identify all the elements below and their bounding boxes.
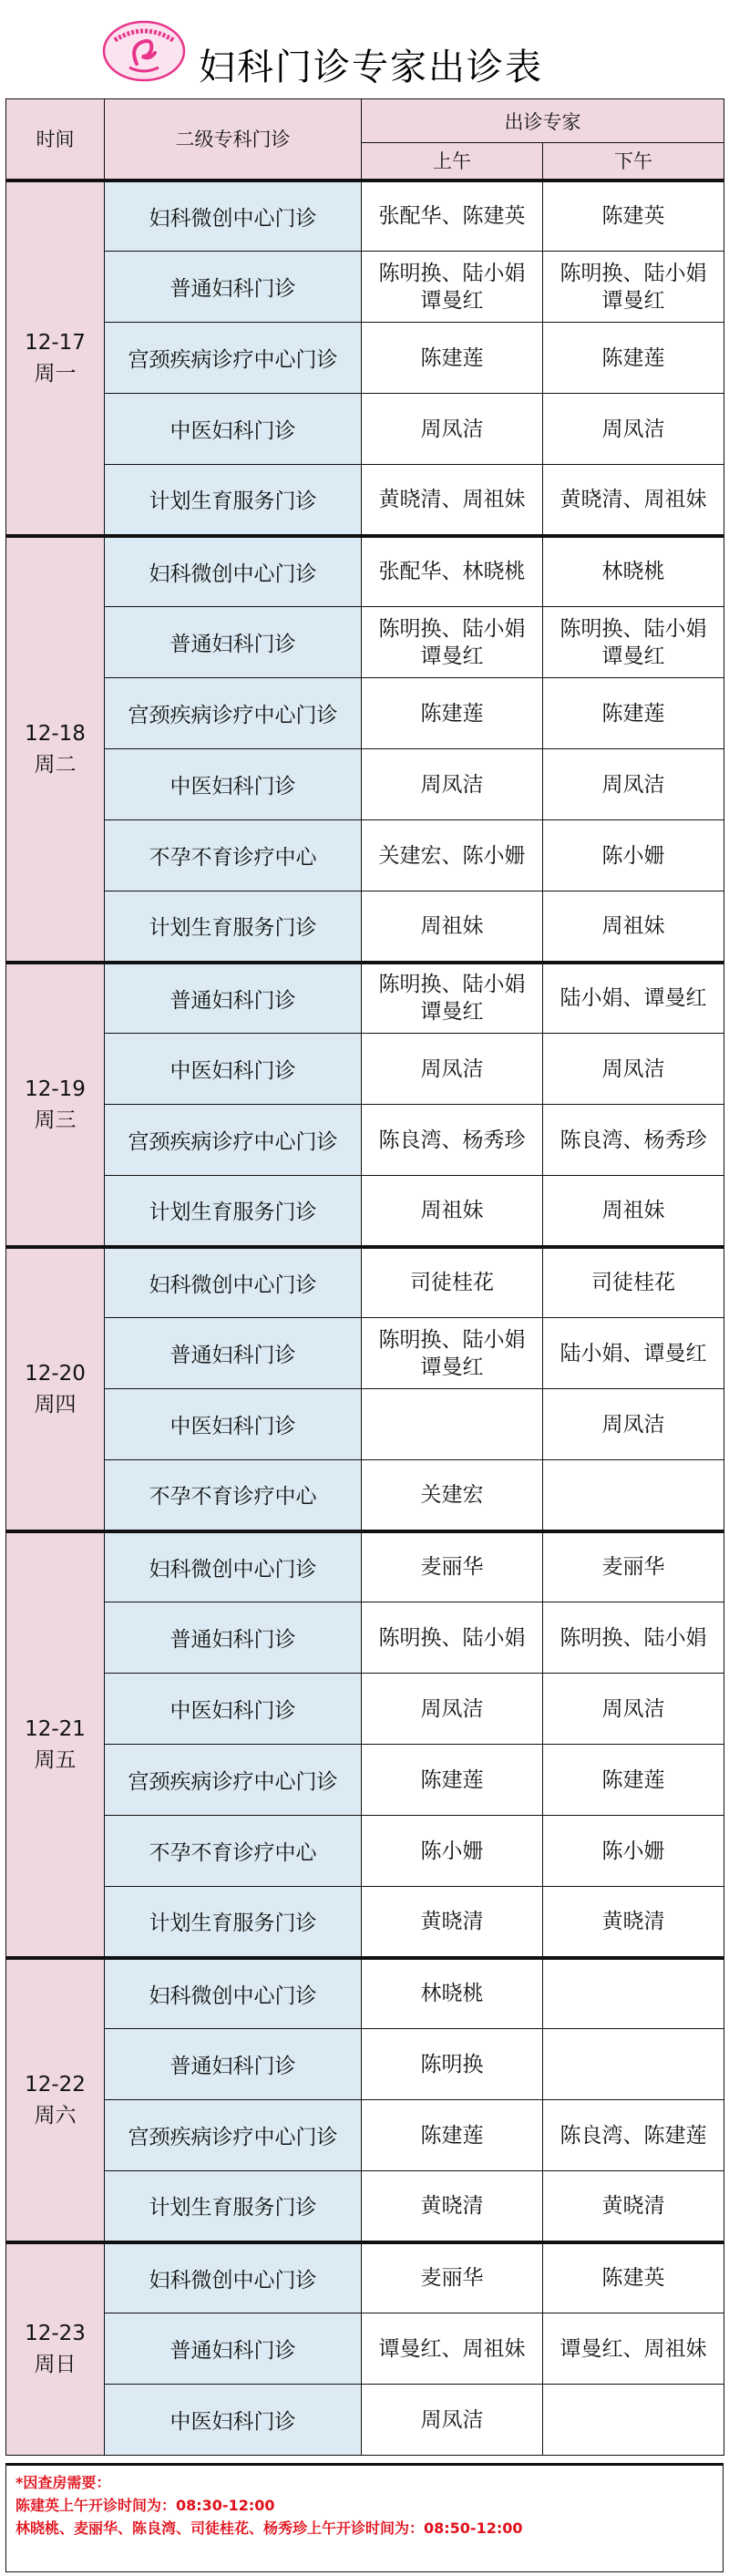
table-row bbox=[6, 1674, 724, 1745]
table-row bbox=[6, 2171, 724, 2242]
table-row bbox=[6, 1318, 724, 1389]
am-expert-line: 陈建莲 bbox=[420, 1767, 484, 1792]
am-header: 上午 bbox=[362, 143, 543, 180]
am-expert-line: 黄晓清 bbox=[420, 1909, 484, 1933]
pm-expert-line: 陈建英 bbox=[601, 2266, 665, 2291]
notes-box bbox=[5, 2463, 724, 2572]
am-expert-cell bbox=[362, 2385, 543, 2456]
pm-expert-cell bbox=[543, 2100, 724, 2171]
pm-expert-line: 周凤洁 bbox=[601, 1056, 665, 1081]
table-row bbox=[6, 2313, 724, 2385]
pm-expert-line: 周凤洁 bbox=[601, 1412, 665, 1437]
pm-expert-cell bbox=[543, 2385, 724, 2456]
am-expert-cell bbox=[362, 1816, 543, 1887]
dept-cell: 普通妇科门诊 bbox=[105, 607, 362, 678]
am-expert-line: 黄晓清、周祖妹 bbox=[378, 487, 526, 511]
am-expert-line: 周凤洁 bbox=[420, 1696, 484, 1721]
day-label bbox=[6, 536, 105, 963]
am-expert-cell bbox=[362, 607, 543, 678]
am-expert-cell bbox=[362, 2100, 543, 2171]
pm-expert-cell bbox=[543, 394, 724, 465]
table-row bbox=[6, 2242, 724, 2313]
am-expert-line: 谭曼红 bbox=[420, 644, 484, 668]
day-label bbox=[6, 1247, 105, 1531]
am-expert-line: 陈明换、陆小娟 bbox=[378, 973, 526, 997]
pm-expert-cell bbox=[543, 1531, 724, 1602]
dept-cell: 计划生育服务门诊 bbox=[105, 891, 362, 963]
pm-expert-cell bbox=[543, 1602, 724, 1674]
am-expert-line: 谭曼红 bbox=[420, 288, 484, 313]
table-row bbox=[6, 1816, 724, 1887]
table-row bbox=[6, 180, 724, 252]
dept-cell: 计划生育服务门诊 bbox=[105, 465, 362, 536]
am-expert-cell bbox=[362, 2313, 543, 2385]
table-row bbox=[6, 2100, 724, 2171]
table-row bbox=[6, 1247, 724, 1318]
am-expert-cell bbox=[362, 323, 543, 394]
am-expert-cell bbox=[362, 963, 543, 1034]
pm-expert-line: 林晓桃 bbox=[601, 560, 665, 584]
day-date: 12-19 bbox=[25, 1077, 86, 1101]
pm-expert-line: 陈建莲 bbox=[601, 1767, 665, 1792]
pm-expert-cell bbox=[543, 1318, 724, 1389]
day-date: 12-18 bbox=[25, 721, 86, 746]
dept-cell: 不孕不育诊疗中心 bbox=[105, 1816, 362, 1887]
pm-expert-line: 陆小娟、谭曼红 bbox=[560, 1341, 707, 1365]
day-weekday: 周六 bbox=[34, 2103, 77, 2128]
table-row bbox=[6, 891, 724, 963]
dept-cell: 计划生育服务门诊 bbox=[105, 1176, 362, 1247]
dept-cell: 中医妇科门诊 bbox=[105, 394, 362, 465]
page-title: 妇科门诊专家出诊表 bbox=[199, 46, 543, 88]
pm-expert-line: 周凤洁 bbox=[601, 772, 665, 797]
am-expert-line: 周凤洁 bbox=[420, 1056, 484, 1081]
table-row bbox=[6, 252, 724, 323]
pm-expert-line: 陈明换、陆小娟 bbox=[560, 261, 707, 285]
pm-expert-cell bbox=[543, 465, 724, 536]
dept-cell: 宫颈疾病诊疗中心门诊 bbox=[105, 1745, 362, 1816]
table-row bbox=[6, 2385, 724, 2456]
am-expert-line: 陈明换、陆小娟 bbox=[378, 261, 526, 285]
day-label bbox=[6, 1531, 105, 1958]
dept-cell: 普通妇科门诊 bbox=[105, 2029, 362, 2100]
am-expert-cell bbox=[362, 1318, 543, 1389]
pm-expert-cell bbox=[543, 607, 724, 678]
am-expert-cell bbox=[362, 1602, 543, 1674]
am-expert-cell bbox=[362, 2171, 543, 2242]
am-expert-cell bbox=[362, 891, 543, 963]
dept-cell: 妇科微创中心门诊 bbox=[105, 180, 362, 252]
pm-expert-cell bbox=[543, 1176, 724, 1247]
time-header: 时间 bbox=[6, 99, 105, 180]
am-expert-cell bbox=[362, 1887, 543, 1958]
pm-expert-line: 陈明换、陆小娟 bbox=[560, 1625, 707, 1650]
am-expert-line: 陈建莲 bbox=[420, 345, 484, 370]
pm-expert-cell bbox=[543, 1389, 724, 1460]
day-weekday: 周四 bbox=[34, 1392, 77, 1417]
pm-expert-cell bbox=[543, 323, 724, 394]
dept-cell: 普通妇科门诊 bbox=[105, 963, 362, 1034]
day-weekday: 周五 bbox=[34, 1747, 77, 1772]
am-expert-line: 林晓桃 bbox=[420, 1982, 484, 2006]
dept-cell: 宫颈疾病诊疗中心门诊 bbox=[105, 2100, 362, 2171]
am-expert-cell bbox=[362, 1389, 543, 1460]
table-row bbox=[6, 1389, 724, 1460]
dept-cell: 宫颈疾病诊疗中心门诊 bbox=[105, 678, 362, 749]
day-date: 12-17 bbox=[25, 330, 86, 355]
pm-expert-line: 陈建英 bbox=[601, 204, 665, 229]
dept-cell: 妇科微创中心门诊 bbox=[105, 1247, 362, 1318]
dept-cell: 不孕不育诊疗中心 bbox=[105, 1460, 362, 1531]
am-expert-line: 陈明换 bbox=[420, 2052, 484, 2076]
dept-cell: 普通妇科门诊 bbox=[105, 1318, 362, 1389]
am-expert-cell bbox=[362, 749, 543, 820]
am-expert-cell bbox=[362, 252, 543, 323]
pm-expert-cell bbox=[543, 1105, 724, 1176]
pm-expert-line: 司徒桂花 bbox=[591, 1271, 675, 1295]
pm-expert-line: 陈建莲 bbox=[601, 701, 665, 726]
am-expert-line: 麦丽华 bbox=[420, 2266, 484, 2291]
table-row bbox=[6, 1887, 724, 1958]
pm-expert-cell bbox=[543, 2313, 724, 2385]
pm-expert-line: 周祖妹 bbox=[601, 1198, 665, 1222]
am-expert-line: 陈明换、陆小娟 bbox=[378, 1625, 526, 1650]
dept-cell: 宫颈疾病诊疗中心门诊 bbox=[105, 1105, 362, 1176]
am-expert-line: 陈建莲 bbox=[420, 701, 484, 726]
day-date: 12-22 bbox=[25, 2072, 86, 2097]
table-row bbox=[6, 1531, 724, 1602]
pm-expert-line: 谭曼红、周祖妹 bbox=[560, 2336, 707, 2361]
table-row bbox=[6, 323, 724, 394]
dept-cell: 中医妇科门诊 bbox=[105, 749, 362, 820]
pm-expert-cell bbox=[543, 1887, 724, 1958]
am-expert-cell bbox=[362, 1105, 543, 1176]
pm-expert-line: 陈明换、陆小娟 bbox=[560, 616, 707, 641]
dept-cell: 计划生育服务门诊 bbox=[105, 2171, 362, 2242]
pm-expert-cell bbox=[543, 820, 724, 891]
am-expert-line: 陈小姗 bbox=[420, 1839, 484, 1863]
table-row bbox=[6, 820, 724, 891]
am-expert-line: 陈明换、陆小娟 bbox=[378, 616, 526, 641]
pm-expert-cell bbox=[543, 2171, 724, 2242]
am-expert-cell bbox=[362, 2242, 543, 2313]
dept-cell: 中医妇科门诊 bbox=[105, 1674, 362, 1745]
pm-expert-cell bbox=[543, 1958, 724, 2029]
pm-expert-cell bbox=[543, 1034, 724, 1105]
dept-cell: 妇科微创中心门诊 bbox=[105, 536, 362, 607]
pm-expert-cell bbox=[543, 1816, 724, 1887]
table-row bbox=[6, 678, 724, 749]
table-row bbox=[6, 1958, 724, 2029]
pm-expert-line: 黄晓清 bbox=[601, 2193, 665, 2218]
dept-header: 二级专科门诊 bbox=[105, 99, 362, 180]
pm-expert-line: 黄晓清 bbox=[601, 1909, 665, 1933]
table-row bbox=[6, 1460, 724, 1531]
day-label bbox=[6, 963, 105, 1247]
am-expert-line: 周祖妹 bbox=[420, 913, 484, 938]
table-row bbox=[6, 963, 724, 1034]
table-row bbox=[6, 607, 724, 678]
pm-expert-cell bbox=[543, 1674, 724, 1745]
pm-expert-cell bbox=[543, 1247, 724, 1318]
am-expert-line: 张配华、陈建英 bbox=[378, 204, 526, 229]
day-date: 12-21 bbox=[25, 1716, 86, 1741]
am-expert-cell bbox=[362, 536, 543, 607]
table-row bbox=[6, 1034, 724, 1105]
day-label bbox=[6, 1958, 105, 2242]
pm-header: 下午 bbox=[543, 143, 724, 180]
pm-expert-cell bbox=[543, 963, 724, 1034]
am-expert-cell bbox=[362, 1958, 543, 2029]
am-expert-line: 关建宏、陈小姗 bbox=[378, 843, 526, 868]
pm-expert-cell bbox=[543, 2029, 724, 2100]
am-expert-cell bbox=[362, 2029, 543, 2100]
note-line: *因查房需要： bbox=[15, 2474, 111, 2491]
pm-expert-cell bbox=[543, 1460, 724, 1531]
am-expert-line: 陈良湾、杨秀珍 bbox=[378, 1128, 526, 1152]
table-row bbox=[6, 1105, 724, 1176]
pm-expert-cell bbox=[543, 891, 724, 963]
am-expert-line: 周凤洁 bbox=[420, 772, 484, 797]
pm-expert-cell bbox=[543, 2242, 724, 2313]
table-row bbox=[6, 1602, 724, 1674]
am-expert-line: 张配华、林晓桃 bbox=[378, 560, 526, 584]
pm-expert-line: 黄晓清、周祖妹 bbox=[560, 487, 707, 511]
am-expert-line: 黄晓清 bbox=[420, 2193, 484, 2218]
am-expert-line: 周祖妹 bbox=[420, 1198, 484, 1222]
day-date: 12-20 bbox=[25, 1361, 86, 1386]
dept-cell: 不孕不育诊疗中心 bbox=[105, 820, 362, 891]
am-expert-cell bbox=[362, 465, 543, 536]
am-expert-line: 司徒桂花 bbox=[410, 1271, 494, 1295]
dept-cell: 妇科微创中心门诊 bbox=[105, 2242, 362, 2313]
pm-expert-line: 周凤洁 bbox=[601, 1696, 665, 1721]
am-expert-cell bbox=[362, 1460, 543, 1531]
am-expert-line: 谭曼红 bbox=[420, 1355, 484, 1379]
pm-expert-cell bbox=[543, 678, 724, 749]
am-expert-cell bbox=[362, 1745, 543, 1816]
am-expert-cell bbox=[362, 1531, 543, 1602]
note-line: 林晓桃、麦丽华、陈良湾、司徒桂花、杨秀珍上午开诊时间为：08:50-12:00 bbox=[15, 2519, 523, 2537]
pm-expert-line: 麦丽华 bbox=[601, 1555, 665, 1580]
am-expert-line: 关建宏 bbox=[420, 1482, 484, 1507]
table-row bbox=[6, 1745, 724, 1816]
pm-expert-line: 周凤洁 bbox=[601, 417, 665, 441]
dept-cell: 妇科微创中心门诊 bbox=[105, 1531, 362, 1602]
day-weekday: 周二 bbox=[34, 752, 77, 777]
dept-cell: 中医妇科门诊 bbox=[105, 1389, 362, 1460]
note-line: 陈建英上午开诊时间为：08:30-12:00 bbox=[15, 2497, 275, 2514]
dept-cell: 中医妇科门诊 bbox=[105, 2385, 362, 2456]
table-row bbox=[6, 394, 724, 465]
day-date: 12-23 bbox=[25, 2322, 86, 2346]
table-row bbox=[6, 465, 724, 536]
day-label bbox=[6, 2242, 105, 2456]
day-label bbox=[6, 180, 105, 536]
pm-expert-line: 陈良湾、杨秀珍 bbox=[560, 1128, 707, 1152]
table-row bbox=[6, 536, 724, 607]
dept-cell: 宫颈疾病诊疗中心门诊 bbox=[105, 323, 362, 394]
am-expert-line: 谭曼红、周祖妹 bbox=[378, 2336, 526, 2361]
am-expert-cell bbox=[362, 820, 543, 891]
pm-expert-line: 谭曼红 bbox=[601, 288, 665, 313]
table-row bbox=[6, 749, 724, 820]
am-expert-line: 麦丽华 bbox=[420, 1555, 484, 1580]
pm-expert-line: 陈建莲 bbox=[601, 345, 665, 370]
day-weekday: 周日 bbox=[34, 2353, 77, 2377]
pm-expert-line: 陈小姗 bbox=[601, 1839, 665, 1863]
pm-expert-line: 谭曼红 bbox=[601, 644, 665, 668]
pm-expert-cell bbox=[543, 536, 724, 607]
am-expert-line: 陈建莲 bbox=[420, 2123, 484, 2148]
pm-expert-line: 周祖妹 bbox=[601, 913, 665, 938]
pm-expert-cell bbox=[543, 749, 724, 820]
pm-expert-line: 陆小娟、谭曼红 bbox=[560, 986, 707, 1011]
am-expert-line: 谭曼红 bbox=[420, 1000, 484, 1025]
table-row bbox=[6, 2029, 724, 2100]
am-expert-cell bbox=[362, 1176, 543, 1247]
am-expert-cell bbox=[362, 1674, 543, 1745]
pm-expert-cell bbox=[543, 252, 724, 323]
am-expert-line: 周凤洁 bbox=[420, 417, 484, 441]
pm-expert-cell bbox=[543, 1745, 724, 1816]
am-expert-line: 周凤洁 bbox=[420, 2407, 484, 2432]
dept-cell: 普通妇科门诊 bbox=[105, 1602, 362, 1674]
pm-expert-line: 陈小姗 bbox=[601, 843, 665, 868]
am-expert-line: 陈明换、陆小娟 bbox=[378, 1327, 526, 1352]
schedule-table bbox=[5, 98, 724, 2456]
am-expert-cell bbox=[362, 180, 543, 252]
am-expert-cell bbox=[362, 1247, 543, 1318]
dept-cell: 普通妇科门诊 bbox=[105, 2313, 362, 2385]
pm-expert-cell bbox=[543, 180, 724, 252]
table-row bbox=[6, 1176, 724, 1247]
page-header bbox=[0, 0, 729, 98]
expert-header: 出诊专家 bbox=[362, 99, 724, 143]
day-weekday: 周一 bbox=[34, 361, 77, 386]
am-expert-cell bbox=[362, 394, 543, 465]
pm-expert-line: 陈良湾、陈建莲 bbox=[560, 2123, 707, 2148]
dept-cell: 妇科微创中心门诊 bbox=[105, 1958, 362, 2029]
am-expert-cell bbox=[362, 1034, 543, 1105]
dept-cell: 中医妇科门诊 bbox=[105, 1034, 362, 1105]
dept-cell: 计划生育服务门诊 bbox=[105, 1887, 362, 1958]
dept-cell: 普通妇科门诊 bbox=[105, 252, 362, 323]
hospital-logo-icon bbox=[102, 20, 186, 82]
am-expert-cell bbox=[362, 678, 543, 749]
day-weekday: 周三 bbox=[34, 1108, 77, 1132]
